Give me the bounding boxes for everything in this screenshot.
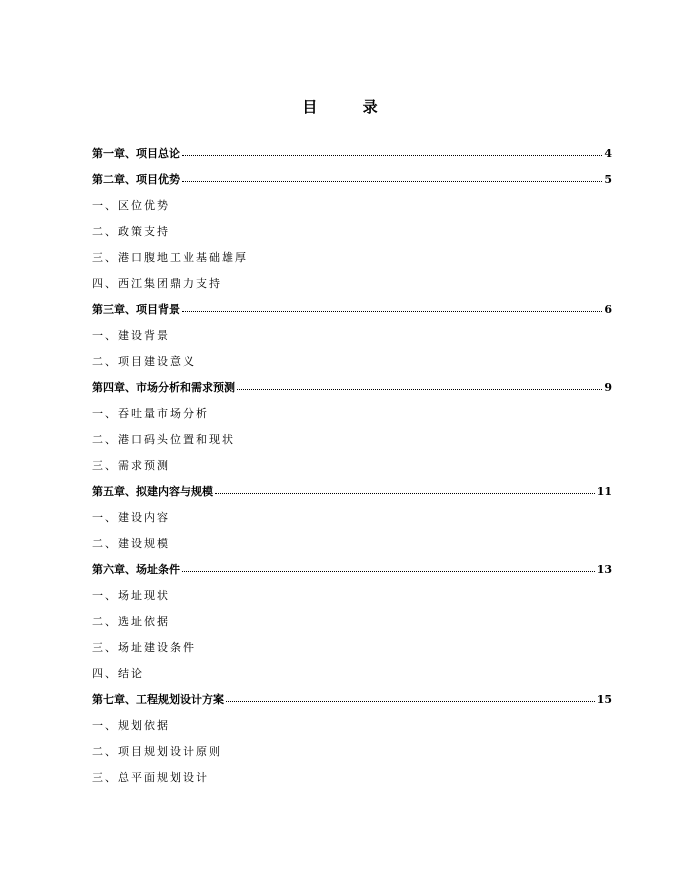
toc-section-entry[interactable] (92, 608, 612, 634)
toc-chapter-entry[interactable] (92, 166, 612, 192)
toc-entry-label: 一、区位优势 (92, 199, 170, 212)
toc-section-entry[interactable] (92, 244, 612, 270)
toc-entry-label: 一、建设内容 (92, 511, 170, 524)
toc-section-entry[interactable] (92, 764, 612, 790)
toc-page-number: 9 (604, 380, 612, 394)
toc-page-number: 5 (604, 172, 612, 186)
toc-section-entry[interactable] (92, 712, 612, 738)
toc-entry-label: 三、场址建设条件 (92, 641, 196, 654)
toc-section-entry[interactable] (92, 400, 612, 426)
toc-chapter-entry[interactable] (92, 686, 612, 712)
toc-section-entry[interactable] (92, 504, 612, 530)
toc-section-entry[interactable] (92, 660, 612, 686)
toc-section-entry[interactable] (92, 218, 612, 244)
toc-entry-label: 第二章、项目优势 (92, 173, 180, 186)
toc-entry-label: 三、总平面规划设计 (92, 771, 209, 784)
toc-section-entry[interactable] (92, 348, 612, 374)
toc-entry-label: 一、场址现状 (92, 589, 170, 602)
toc-section-entry[interactable] (92, 634, 612, 660)
toc-section-entry[interactable] (92, 582, 612, 608)
toc-section-entry[interactable] (92, 530, 612, 556)
toc-title: 目 录 (302, 98, 398, 116)
toc-chapter-entry[interactable] (92, 140, 612, 166)
toc-section-entry[interactable] (92, 270, 612, 296)
toc-entry-label: 第一章、项目总论 (92, 147, 180, 160)
toc-page-number: 15 (596, 692, 612, 706)
toc-entry-label: 二、项目规划设计原则 (92, 745, 222, 758)
toc-entry-label: 一、吞吐量市场分析 (92, 407, 209, 420)
toc-chapter-entry[interactable] (92, 478, 612, 504)
dot-leader (182, 181, 602, 182)
toc-entry-label: 四、结论 (92, 667, 144, 680)
toc-list (92, 140, 612, 790)
toc-entry-label: 二、项目建设意义 (92, 355, 196, 368)
toc-entry-label: 三、港口腹地工业基础雄厚 (92, 251, 248, 264)
toc-entry-label: 四、西江集团鼎力支持 (92, 277, 222, 290)
toc-entry-label: 二、港口码头位置和现状 (92, 433, 235, 446)
toc-page-number: 13 (596, 562, 612, 576)
toc-page-number: 11 (596, 484, 612, 498)
toc-entry-label: 第四章、市场分析和需求预测 (92, 381, 235, 394)
toc-section-entry[interactable] (92, 426, 612, 452)
toc-entry-label: 二、选址依据 (92, 615, 170, 628)
toc-entry-label: 三、需求预测 (92, 459, 170, 472)
toc-entry-label: 第七章、工程规划设计方案 (92, 693, 224, 706)
toc-section-entry[interactable] (92, 452, 612, 478)
toc-chapter-entry[interactable] (92, 556, 612, 582)
dot-leader (215, 493, 595, 494)
toc-entry-label: 二、建设规模 (92, 537, 170, 550)
toc-chapter-entry[interactable] (92, 296, 612, 322)
toc-entry-label: 第五章、拟建内容与规模 (92, 485, 213, 498)
toc-chapter-entry[interactable] (92, 374, 612, 400)
toc-page-number: 4 (604, 146, 612, 160)
dot-leader (226, 701, 595, 702)
toc-entry-label: 第六章、场址条件 (92, 563, 180, 576)
dot-leader (182, 571, 595, 572)
toc-section-entry[interactable] (92, 192, 612, 218)
toc-page-number: 6 (604, 302, 612, 316)
toc-entry-label: 一、建设背景 (92, 329, 170, 342)
toc-entry-label: 二、政策支持 (92, 225, 170, 238)
dot-leader (237, 389, 602, 390)
toc-entry-label: 一、规划依据 (92, 719, 170, 732)
dot-leader (182, 311, 602, 312)
toc-entry-label: 第三章、项目背景 (92, 303, 180, 316)
toc-section-entry[interactable] (92, 322, 612, 348)
toc-section-entry[interactable] (92, 738, 612, 764)
dot-leader (182, 155, 602, 156)
